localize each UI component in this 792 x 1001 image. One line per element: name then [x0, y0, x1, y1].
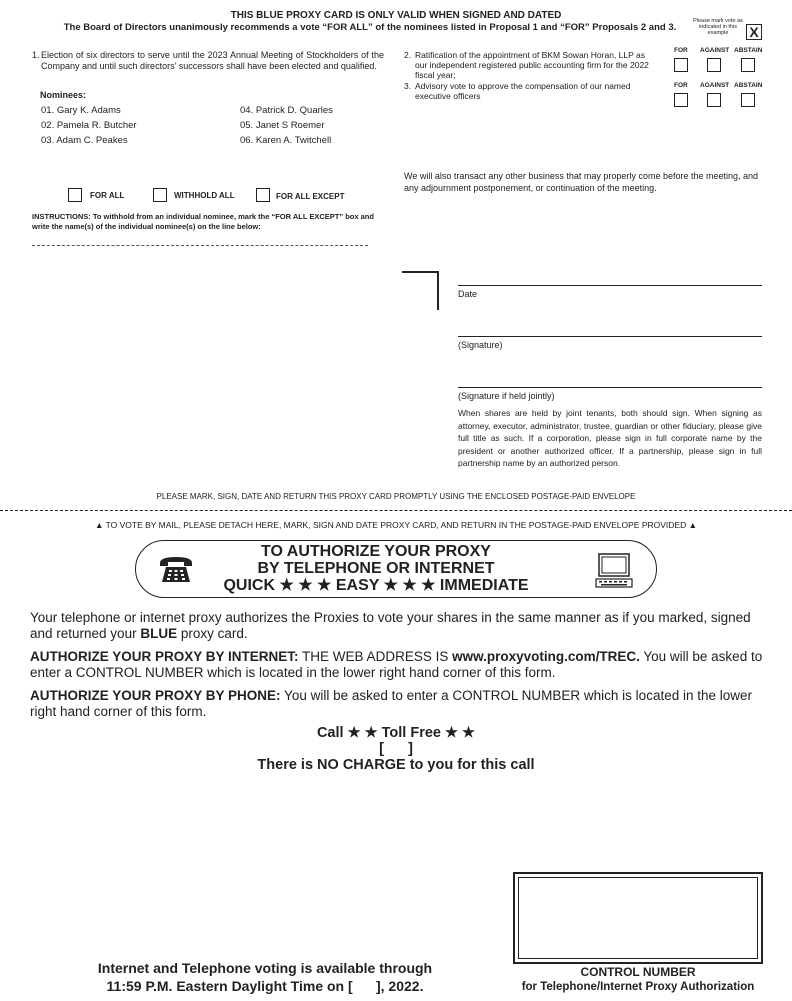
for-all-except-label: FOR ALL EXCEPT — [276, 192, 345, 201]
detach-line — [0, 510, 792, 511]
card-validity-heading: THIS BLUE PROXY CARD IS ONLY VALID WHEN SIGNED AND DATED — [230, 10, 562, 21]
p2-against-checkbox[interactable] — [707, 58, 721, 72]
board-recommendation: The Board of Directors unanimously recommends a vote “FOR ALL” of the nominees listed in Proposal 1 and “FOR” Proposals 2 and 3. — [63, 22, 677, 33]
availability-line-2: 11:59 P.M. Eastern Daylight Time on [ ], 2022. — [106, 978, 424, 994]
p2-abstain-header: ABSTAIN — [734, 47, 763, 54]
p2-for-header: FOR — [674, 47, 688, 54]
for-all-except-checkbox[interactable] — [256, 188, 270, 202]
proposal-1 — [32, 50, 384, 72]
other-business-note: We will also transact any other business that may properly come before the meeting, and any adjournment postponement, or continuation of the meeting. — [404, 171, 759, 193]
proposal-3 — [404, 81, 654, 101]
toll-free-number: [ ] — [379, 741, 413, 757]
authorize-heading — [216, 543, 536, 594]
proposal-1-text: Election of six directors to serve until the 2023 Annual Meeting of Stockholders of the Company and until such directors’ successors shall have been elected and qualified. — [41, 50, 384, 71]
internet-label: AUTHORIZE YOUR PROXY BY INTERNET: — [30, 649, 299, 664]
phone-paragraph — [30, 688, 770, 720]
control-number-title: CONTROL NUMBER — [580, 965, 696, 979]
for-all-label: FOR ALL — [90, 191, 125, 200]
withhold-all-label: WITHHOLD ALL — [174, 191, 235, 200]
corner-mark-side — [437, 272, 439, 310]
authorize-banner — [135, 540, 657, 598]
availability-line-1: Internet and Telephone voting is available through — [97, 960, 433, 976]
phone-text: You will be asked to enter a CONTROL NUMBER which is located in the lower right hand corner of this form. — [30, 688, 753, 719]
intro-text-after: proxy card. — [177, 626, 248, 641]
signature-line[interactable] — [458, 336, 762, 337]
detach-instruction: ▲ TO VOTE BY MAIL, PLEASE DETACH HERE, MARK, SIGN AND DATE PROXY CARD, AND RETURN IN THE POSTAGE-PAID ENVELOPE PROVIDED ▲ — [94, 520, 698, 530]
p3-for-header: FOR — [674, 82, 688, 89]
authorize-line-1: TO AUTHORIZE YOUR PROXY — [261, 543, 491, 560]
telephone-icon — [158, 554, 194, 584]
corner-mark-top — [402, 271, 439, 273]
internet-url[interactable]: www.proxyvoting.com/TREC. — [452, 649, 640, 664]
toll-free-block — [0, 725, 792, 773]
return-instruction: PLEASE MARK, SIGN, DATE AND RETURN THIS PROXY CARD PROMPTLY USING THE ENCLOSED POSTAGE-PAID ENVELOPE — [156, 492, 636, 501]
for-all-checkbox[interactable] — [68, 188, 82, 202]
proposal-2 — [404, 50, 654, 80]
internet-text-2: You will be asked to enter a CONTROL NUMBER which is located in the lower right hand corner of this form. — [30, 649, 763, 680]
nominee-exception-line[interactable] — [32, 245, 368, 246]
nominee-6: 06. Karen A. Twitchell — [240, 135, 332, 146]
sample-mark-text: Please mark vote as indicated in this example — [693, 18, 743, 36]
control-number-field — [518, 877, 758, 959]
proposal-2-text: Ratification of the appointment of BKM Sowan Horan, LLP as our independent registered public accounting firm for the 2022 fiscal year; — [415, 50, 649, 80]
intro-text-before: Your telephone or internet proxy authorizes the Proxies to vote your shares in the same manner as if you marked, signed and returned your — [30, 610, 751, 641]
p3-for-checkbox[interactable] — [674, 93, 688, 107]
date-line[interactable] — [458, 285, 762, 286]
proposal-2-number: 2. — [404, 50, 412, 60]
nominee-3: 03. Adam C. Peakes — [41, 135, 128, 146]
withhold-all-checkbox[interactable] — [153, 188, 167, 202]
control-number-subtitle: for Telephone/Internet Proxy Authorization — [521, 981, 755, 993]
proposal-1-number: 1. — [32, 50, 40, 60]
control-number-box — [513, 872, 763, 964]
internet-text-1: THE WEB ADDRESS IS — [298, 649, 453, 664]
p3-against-checkbox[interactable] — [707, 93, 721, 107]
joint-signature-label: (Signature if held jointly) — [458, 391, 555, 401]
nominee-5: 05. Janet S Roemer — [240, 120, 325, 131]
p2-for-checkbox[interactable] — [674, 58, 688, 72]
proposal-3-number: 3. — [404, 81, 412, 91]
signature-label: (Signature) — [458, 340, 503, 350]
joint-signature-line[interactable] — [458, 387, 762, 388]
toll-free-heading: Call ★ ★ Toll Free ★ ★ — [316, 725, 476, 741]
nominee-2: 02. Pamela R. Butcher — [41, 120, 137, 131]
date-label: Date — [458, 289, 478, 299]
nominee-4: 04. Patrick D. Quarles — [240, 105, 333, 116]
nominee-1: 01. Gary K. Adams — [41, 105, 121, 116]
computer-icon — [594, 553, 634, 589]
p2-abstain-checkbox[interactable] — [741, 58, 755, 72]
phone-label: AUTHORIZE YOUR PROXY BY PHONE: — [30, 688, 281, 703]
internet-paragraph — [30, 649, 770, 681]
no-charge-note: There is NO CHARGE to you for this call — [257, 757, 535, 773]
authorize-line-2: BY TELEPHONE OR INTERNET — [257, 560, 495, 577]
intro-blue-word: BLUE — [140, 626, 178, 641]
p3-against-header: AGAINST — [700, 82, 730, 89]
sample-x-mark: X — [746, 24, 762, 40]
signing-instructions: When shares are held by joint tenants, both should sign. When signing as attorney, executor, administrator, trustee, guardian or other fiduciary, please give full title as such. If a corporation, please sign in full corporate name by the president or another authorized officer. If a partnership, please sign in full partnership name by an authorized person. — [458, 408, 762, 468]
control-number-caption — [513, 965, 763, 995]
authorize-line-3: QUICK ★ ★ ★ EASY ★ ★ ★ IMMEDIATE — [223, 577, 529, 594]
voting-availability — [90, 959, 440, 995]
withhold-instructions: INSTRUCTIONS: To withhold from an individual nominee, mark the “FOR ALL EXCEPT” box and write the name(s) of the individual nominee(s) on the line below: — [32, 212, 374, 231]
proposal-3-text: Advisory vote to approve the compensation of our named executive officers — [415, 81, 631, 101]
p2-against-header: AGAINST — [700, 47, 730, 54]
p3-abstain-header: ABSTAIN — [734, 82, 763, 89]
intro-paragraph — [30, 610, 770, 642]
nominees-label: Nominees: — [40, 90, 87, 100]
p3-abstain-checkbox[interactable] — [741, 93, 755, 107]
